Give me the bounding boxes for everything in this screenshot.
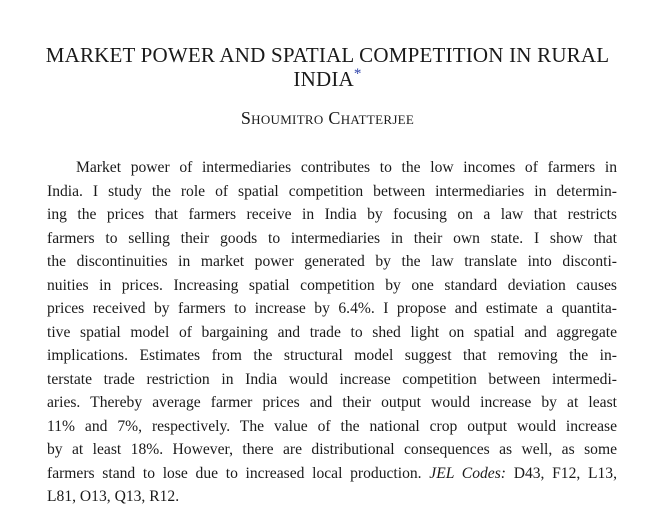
- abstract: [47, 156, 617, 509]
- paper-title: [40, 43, 615, 91]
- abstract-line-with-jel: [47, 462, 617, 486]
- abstract-line: terstate trade restriction in India would increase competition between intermedi-: [47, 370, 617, 388]
- author-name: Shoumitro Chatterjee: [240, 108, 415, 128]
- jel-codes-part-1: D43, F12, L13,: [513, 464, 617, 482]
- footnote-marker-link[interactable]: *: [353, 66, 362, 82]
- abstract-line: tive spatial model of bargaining and trade to shed light on spatial and aggregate: [47, 323, 617, 341]
- abstract-line: 11% and 7%, respectively. The value of the national crop output would increase: [47, 417, 617, 435]
- paper-title-line-1: MARKET POWER AND SPATIAL COMPETITION IN RURAL: [45, 43, 610, 67]
- abstract-line: the discontinuities in market power generated by the law translate into disconti-: [47, 253, 617, 270]
- abstract-line: ing the prices that farmers receive in India by focusing on a law that restricts: [47, 206, 617, 223]
- abstract-line: India. I study the role of spatial competition between intermediaries in determin-: [47, 182, 617, 200]
- paper-title-line-2: INDIA: [293, 67, 354, 91]
- jel-codes-label: JEL Codes:: [429, 464, 506, 482]
- abstract-line: aries. Thereby average farmer prices and their output would increase by at least: [47, 394, 617, 411]
- abstract-line: Market power of intermediaries contributes to the low incomes of farmers in: [76, 159, 617, 176]
- abstract-line: farmers to selling their goods to intermediaries in their own state. I show that: [47, 229, 617, 247]
- abstract-line: prices received by farmers to increase by 6.4%. I propose and estimate a quantita-: [47, 300, 617, 317]
- abstract-line-text: farmers stand to lose due to increased local production.: [47, 464, 422, 482]
- abstract-line: by at least 18%. However, there are distributional consequences as well, as some: [47, 441, 617, 458]
- abstract-line: implications. Estimates from the structural model suggest that removing the in-: [47, 347, 617, 364]
- abstract-line: nuities in prices. Increasing spatial competition by one standard deviation causes: [47, 276, 617, 294]
- jel-codes-line: L81, O13, Q13, R12.: [47, 488, 180, 505]
